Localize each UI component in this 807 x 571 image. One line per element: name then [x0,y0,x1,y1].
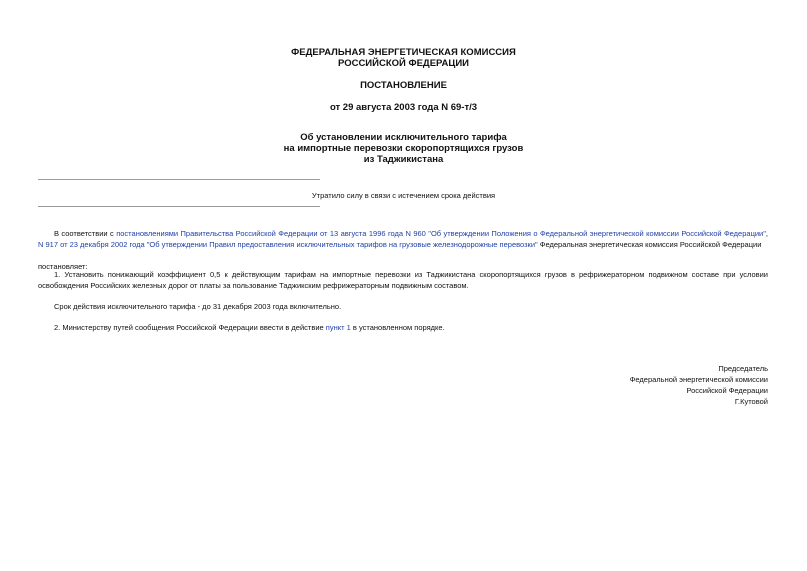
link-government-decree-960[interactable]: постановлениями Правительства Российской Федерации от 13 августа 1996 года N 960 "Об утверждении Положения о Федеральной энергетической комиссии Российской Федерации" [116,229,766,238]
org-line-2: РОССИЙСКОЙ ФЕДЕРАЦИИ [337,58,469,69]
subject-line-2: на импортные перевозки скоропортящихся грузов [283,143,524,154]
issuing-organization [0,47,807,69]
org-line-1: ФЕДЕРАЛЬНАЯ ЭНЕРГЕТИЧЕСКАЯ КОМИССИЯ [291,47,516,58]
document-type: ПОСТАНОВЛЕНИЕ [360,80,447,91]
signature-line-3: Российской Федерации [686,386,768,395]
signature-line-1: Председатель [718,364,768,373]
subject-line-3: из Таджикистана [363,154,444,165]
clause-2-paragraph [38,323,768,334]
preamble-prefix: В соответствии с [54,229,117,238]
clause-2-suffix: в установленном порядке. [350,323,445,332]
preamble-paragraph [38,229,768,250]
document-date: от 29 августа 2003 года N 69-т/3 [329,102,478,113]
clause-2-prefix: 2. Министерству путей сообщения Российской Федерации ввести в действие [54,323,326,332]
subject-line-1: Об установлении исключительного тарифа [300,132,507,143]
signature-line-4: Г.Кутовой [734,397,768,406]
signature-block [630,363,768,407]
link-government-decree-917[interactable]: N 917 от 23 декабря 2002 года "Об утверждении Правил предоставления исключительных тарифов на грузовые железнодорожные перевозки" [38,239,538,249]
signature-line-2: Федеральной энергетической комиссии [629,375,768,384]
link-clause-1[interactable]: пункт 1 [325,323,351,332]
validity-paragraph: Срок действия исключительного тарифа - до 31 декабря 2003 года включительно. [54,302,342,311]
status-note: Утратило силу в связи с истечением срока действия [311,191,496,200]
divider-top [38,179,320,180]
preamble-suffix: Федеральная энергетическая комиссия Российской Федерации [537,239,762,249]
preamble-separator: , [765,229,769,238]
document-subject [0,132,807,165]
divider-bottom [38,206,320,207]
clause-1-paragraph: 1. Установить понижающий коэффициент 0,5 к действующим тарифам на импортные перевозки из Таджикистана скоропортящихся грузов в рефрижераторном подвижном составе при условии освобождения Российских железных дорог от платы за пользование Таджикским рефрижераторным подвижным составом. [38,270,768,290]
resolves-label: постановляет: [38,262,88,271]
